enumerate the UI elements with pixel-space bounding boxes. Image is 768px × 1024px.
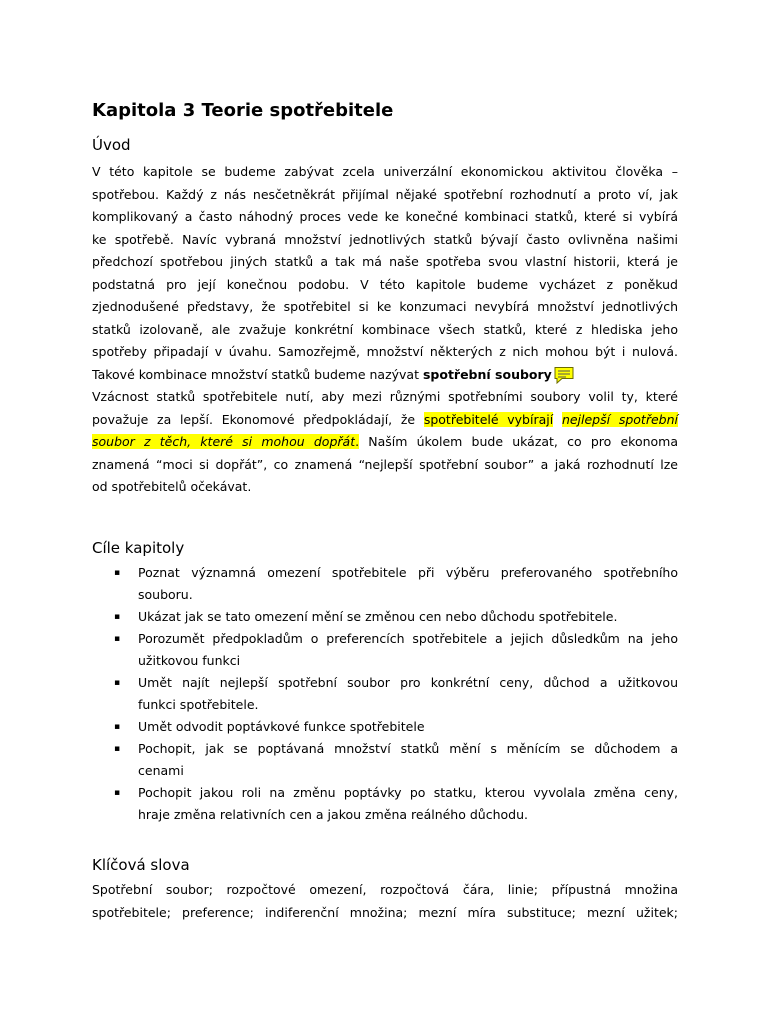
text-line: užitkovou funkci	[138, 653, 241, 668]
term-bold: spotřební soubory	[422, 366, 552, 382]
text-line: spotřebitele; preference; indiferenční množina; mezní míra substituce; mezní užitek;	[92, 904, 678, 920]
text-line: Umět odvodit poptávkové funkce spotřebitele	[138, 719, 425, 734]
section-heading-intro: Úvod	[92, 136, 131, 154]
text-line: souboru.	[138, 587, 193, 602]
list-item-text	[138, 716, 678, 738]
bullet-icon: ▪	[114, 612, 121, 622]
text-line	[92, 431, 678, 454]
highlighted-text: spotřebitelé vybírají	[423, 411, 554, 427]
list-item-text	[138, 628, 678, 672]
highlighted-text	[305, 434, 314, 449]
highlighted-italic-text: dopřát	[313, 434, 356, 449]
text-line: znamená “moci si dopřát”, co znamená “nejlepší spotřební soubor” a jaká rozhodnutí lze	[92, 456, 678, 472]
bullet-icon: ▪	[114, 634, 121, 644]
list-item	[92, 782, 678, 826]
text-line: od spotřebitelů očekávat.	[92, 479, 252, 494]
chapter-title: Kapitola 3 Teorie spotřebitele	[92, 100, 394, 121]
bullet-icon: ▪	[114, 568, 121, 578]
comment-icon[interactable]	[553, 366, 575, 384]
bullet-icon: ▪	[114, 788, 121, 798]
text-line: statků izolovaně, ale zvažuje konkrétní kombinace všech statků, které z hlediska jeho	[92, 321, 678, 337]
text-line: hraje změna relativních cen a jakou změna reálného důchodu.	[138, 807, 528, 822]
list-item-text	[138, 606, 678, 628]
list-item	[92, 562, 678, 606]
text-line: spotřeby připadají v úvahu. Samozřejmě, množství některých z nich mohou být i nulová.	[92, 344, 678, 359]
list-item-text	[138, 672, 678, 716]
text-line: Spotřební soubor; rozpočtové omezení, rozpočtová čára, linie; přípustná množina	[92, 882, 678, 897]
text-run: považuje za lepší. Ekonomové předpokládají, že	[92, 411, 424, 427]
text-line: komplikovaný a často náhodný proces vede ke konečné kombinaci statků, které si vybírá	[92, 209, 678, 224]
text-run: Takové kombinace množství statků budeme nazývat	[92, 366, 423, 382]
list-item	[92, 738, 678, 782]
text-line: Poznat významná omezení spotřebitele při výběru preferovaného spotřebního	[138, 565, 678, 580]
text-line: Ukázat jak se tato omezení mění se změnou cen nebo důchodu spotřebitele.	[138, 609, 618, 624]
list-item-text	[138, 738, 678, 782]
bullet-icon: ▪	[114, 678, 121, 688]
goals-list	[92, 562, 678, 826]
list-item	[92, 716, 678, 738]
text-line: ke spotřebě. Navíc vybraná množství jednotlivých statků bývají často ovlivněna našimi	[92, 231, 678, 247]
text-line: V této kapitole se budeme zabývat zcela univerzální ekonomickou aktivitou člověka –	[92, 164, 678, 179]
text-line: Porozumět předpokladům o preferencích spotřebitele a jejich důsledkům na jeho	[138, 631, 678, 646]
text-line: Pochopit jakou roli na změnu poptávky po statku, kterou vyvolala změna ceny,	[138, 785, 678, 800]
text-line: Pochopit, jak se poptávaná množství statků mění s měnícím se důchodem a	[138, 741, 678, 756]
highlighted-italic-text: nejlepší spotřební	[561, 411, 678, 427]
text-line: spotřebou. Každý z nás nesčetněkrát přijímal nějaké spotřební rozhodnutí a proto ví, jak	[92, 186, 678, 202]
text-line: předchozí spotřebou jiných statků a tak má naše spotřeba svou vlastní historii, která je	[92, 254, 678, 269]
highlighted-text: .	[355, 434, 360, 449]
text-run	[553, 412, 562, 427]
text-line: funkci spotřebitele.	[138, 697, 259, 712]
bullet-icon: ▪	[114, 744, 121, 754]
highlighted-italic-text: soubor z těch, které si mohou	[92, 434, 305, 449]
section-heading-goals: Cíle kapitoly	[92, 539, 185, 557]
intro-paragraph	[92, 161, 678, 499]
text-line	[92, 409, 678, 432]
list-item-text	[138, 562, 678, 606]
text-line: Vzácnost statků spotřebitele nutí, aby mezi různými spotřebními soubory volil ty, které	[92, 389, 678, 404]
list-item	[92, 628, 678, 672]
keywords-paragraph	[92, 879, 678, 924]
text-line: podstatná pro její konečnou podobu. V této kapitole budeme vycházet z poněkud	[92, 276, 678, 292]
text-run: Naším úkolem bude ukázat, co pro ekonoma	[359, 434, 678, 449]
text-line: cenami	[138, 763, 184, 778]
list-item	[92, 606, 678, 628]
text-line: zjednodušené představy, že spotřebitel si ke konzumaci nevybírá množství jednotlivých	[92, 299, 678, 314]
text-line	[92, 364, 678, 387]
bullet-icon: ▪	[114, 722, 121, 732]
text-line: Umět najít nejlepší spotřební soubor pro konkrétní ceny, důchod a užitkovou	[138, 675, 678, 690]
list-item-text	[138, 782, 678, 826]
list-item	[92, 672, 678, 716]
section-heading-keywords: Klíčová slova	[92, 856, 190, 874]
